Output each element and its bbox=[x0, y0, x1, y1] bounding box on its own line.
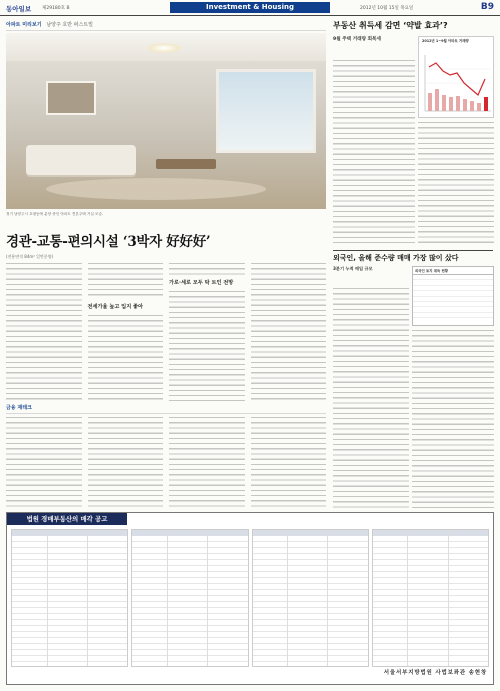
table-row bbox=[413, 313, 493, 318]
notice-title: 법원 경매부동산의 매각 공고 bbox=[7, 513, 127, 525]
photo-caption: 경기 남양주시 호평동에 분양 중인 아파트 견본주택 거실 모습. bbox=[6, 212, 104, 216]
finance-column-4 bbox=[251, 417, 327, 509]
chart-figure bbox=[419, 49, 495, 117]
page-header bbox=[0, 0, 500, 16]
auction-notice bbox=[6, 512, 494, 685]
column-3-text-bottom bbox=[169, 291, 245, 401]
chart-bar bbox=[456, 96, 460, 111]
article-column-3 bbox=[169, 263, 245, 401]
chart-bar bbox=[463, 99, 467, 111]
column-3-text-top bbox=[169, 263, 245, 275]
right-article2-headline: 외국인, 올해 준수량 매매 가장 많이 샀다 bbox=[333, 250, 493, 262]
column-2-text-bottom bbox=[88, 315, 164, 401]
right-article-text-1 bbox=[333, 60, 415, 246]
article-subhead: (전용면적 84m² 일반분양) bbox=[6, 254, 54, 259]
chart-bar bbox=[435, 89, 439, 111]
finance-tag-label: 금융 재테크 bbox=[6, 405, 32, 411]
chart-bar bbox=[442, 95, 446, 111]
notice-column bbox=[252, 529, 369, 667]
right-article2-kicker: 3분기 누적 매입 규모 bbox=[333, 266, 373, 271]
issue-number: 제29180호 B bbox=[42, 6, 70, 11]
article-column-4 bbox=[251, 263, 327, 401]
tag-sublabel: 남양주 호반 퍼스트빌 bbox=[46, 22, 93, 28]
photo-window bbox=[216, 69, 316, 153]
right-article-kicker: 9월 주택 거래량 회복세 bbox=[333, 37, 381, 42]
article-headline: 경관-교통-편의시설 ‘3박자 好好好’ bbox=[6, 234, 211, 250]
chart-bar bbox=[470, 101, 474, 111]
column-2-subhead: 전세가율 높고 입지 좋아 bbox=[87, 304, 144, 310]
article-body bbox=[6, 263, 326, 401]
chart-bar bbox=[477, 103, 481, 111]
chart-title: 2012년 1~9월 아파트 거래량 bbox=[422, 39, 469, 43]
photo-ceiling-light bbox=[146, 43, 182, 53]
finance-tag bbox=[6, 404, 326, 414]
finance-column-2 bbox=[88, 417, 164, 509]
finance-column-1 bbox=[6, 417, 82, 509]
table-header: 외국인 토지 취득 현황 bbox=[413, 267, 493, 275]
issue-date: 2012년 10월 15일 목요일 bbox=[360, 6, 414, 11]
notice-column bbox=[372, 529, 489, 667]
apartment-interior-photo bbox=[6, 33, 326, 209]
article-tag bbox=[6, 21, 326, 31]
notice-table bbox=[11, 529, 489, 667]
photo-rug bbox=[46, 178, 266, 200]
transaction-chart bbox=[418, 36, 494, 118]
photo-sofa bbox=[26, 145, 136, 175]
chart-bar bbox=[449, 97, 453, 111]
page-number: B9 bbox=[480, 2, 494, 12]
photo-wall-art bbox=[46, 81, 96, 115]
right-article2-text-1 bbox=[333, 288, 409, 508]
section-title: Investment & Housing bbox=[170, 2, 330, 13]
tag-label: 아파트 미리보기 bbox=[6, 22, 42, 28]
photo-coffee-table bbox=[156, 159, 216, 169]
finance-body bbox=[6, 417, 326, 509]
newspaper-logo: 동아일보 bbox=[6, 5, 32, 13]
chart-bar bbox=[484, 97, 488, 111]
notice-column bbox=[131, 529, 248, 667]
article-column-2 bbox=[88, 263, 164, 401]
column-3-subhead: 가로·세로 모두 탁 트인 전망 bbox=[169, 280, 234, 286]
finance-column-3 bbox=[169, 417, 245, 509]
notice-court-signature: 서울서부지방법원 사법보좌관 송현창 bbox=[383, 670, 487, 676]
column-2-text-top bbox=[88, 263, 164, 299]
notice-column bbox=[11, 529, 128, 667]
chart-bar bbox=[428, 93, 432, 111]
right-article-headline: 부동산 취득세 감면 ‘약발 효과’? bbox=[333, 21, 448, 30]
foreign-land-table bbox=[412, 266, 494, 326]
right-article2-text-2 bbox=[412, 330, 494, 508]
right-article-text-2 bbox=[418, 122, 494, 246]
article-column-1 bbox=[6, 263, 82, 401]
